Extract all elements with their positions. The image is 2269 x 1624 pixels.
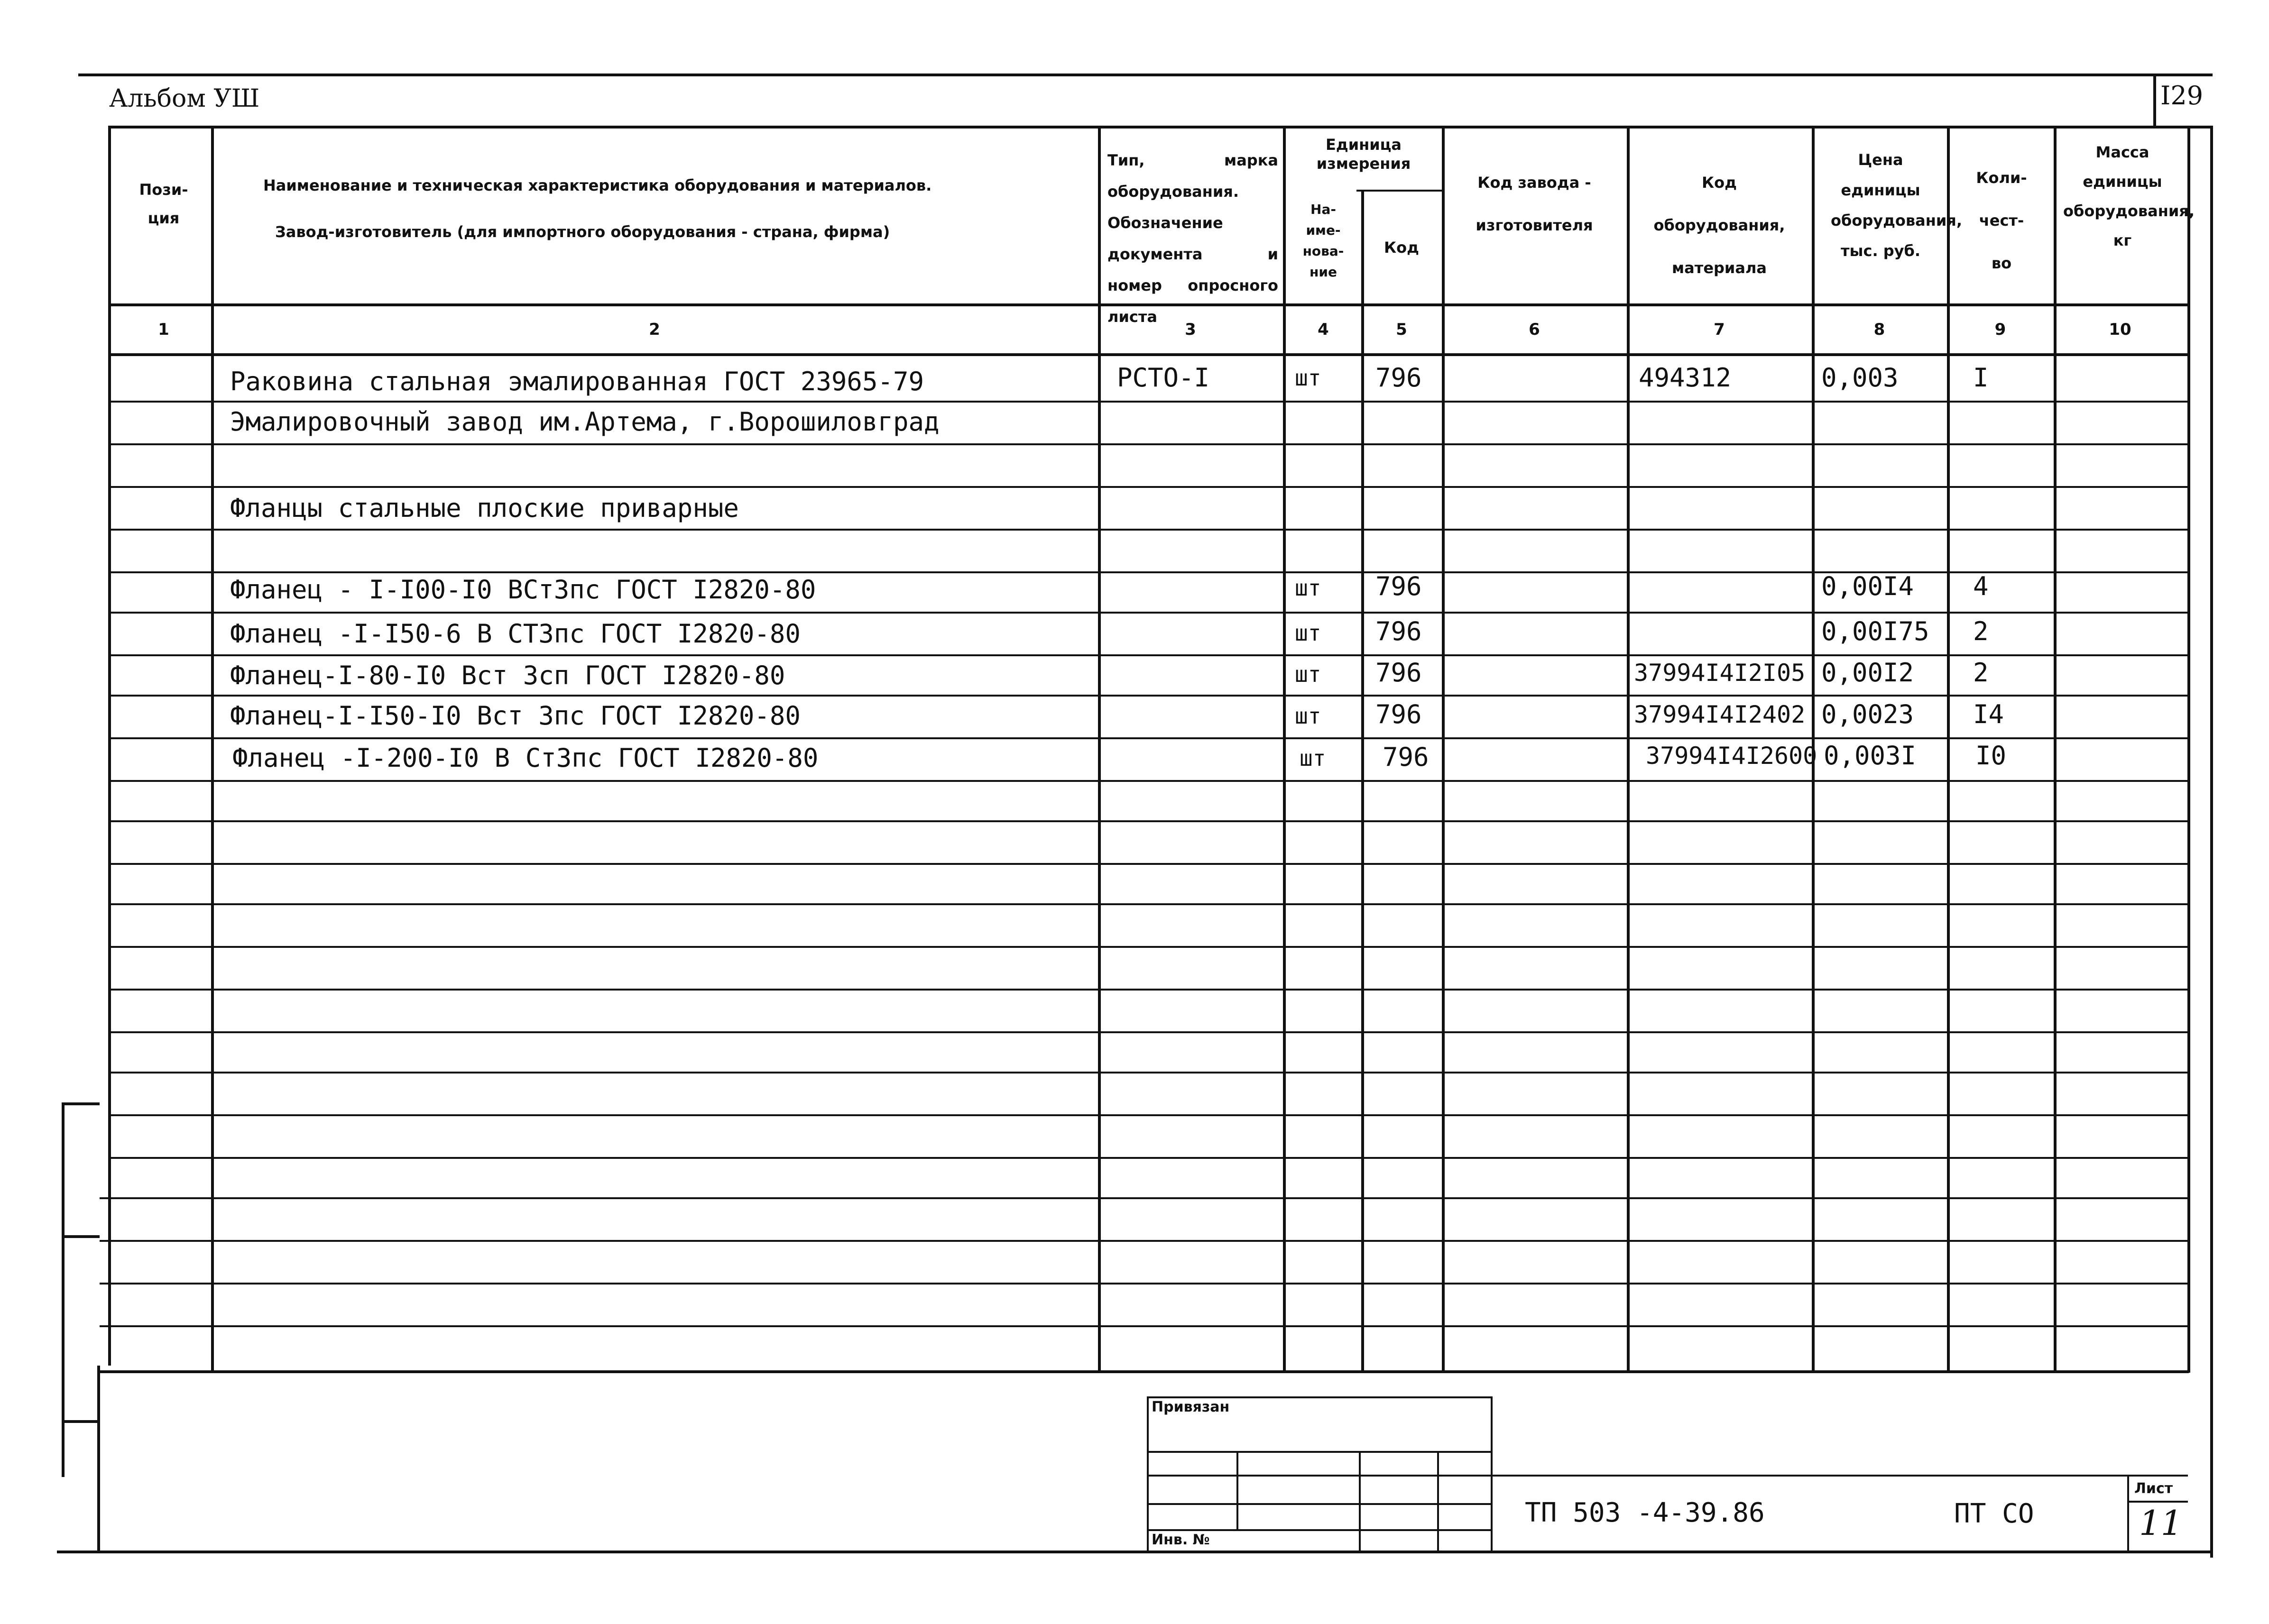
col-number-10: 10 bbox=[2109, 320, 2131, 339]
row-price: 0,0023 bbox=[1821, 699, 1914, 729]
row-unit-code: 796 bbox=[1375, 571, 1422, 601]
col-header-name-line2: Завод-изготовитель (для импортного оборудования - страна, фирма) bbox=[275, 223, 890, 241]
row-unit: шт bbox=[1295, 661, 1321, 687]
row-qty: 2 bbox=[1973, 658, 1989, 688]
col-number-9: 9 bbox=[1994, 320, 2006, 339]
row-unit: шт bbox=[1300, 745, 1326, 771]
col-number-7: 7 bbox=[1714, 320, 1725, 339]
row-name: Фланцы стальные плоские приварные bbox=[230, 493, 739, 523]
row-unit-code: 796 bbox=[1383, 742, 1429, 772]
row-name: Фланец-I-I50-I0 Вст 3пс ГОСТ I2820-80 bbox=[230, 701, 801, 731]
stamp-inventory-label: Инв. № bbox=[1152, 1532, 1210, 1548]
col-header-plant-code: Код завода - изготовителя bbox=[1476, 174, 1593, 234]
col-header-price: Цена единицы оборудования, тыс. руб. bbox=[1831, 151, 1962, 260]
row-name: Фланец-I-80-I0 Вст 3сп ГОСТ I2820-80 bbox=[230, 661, 785, 690]
col-number-4: 4 bbox=[1318, 320, 1329, 339]
col-number-1: 1 bbox=[158, 320, 169, 339]
row-unit: шт bbox=[1295, 575, 1321, 601]
sheet-label: Лист bbox=[2134, 1480, 2173, 1497]
row-price: 0,00I4 bbox=[1821, 571, 1914, 601]
col-header-position: Пози- ция bbox=[139, 181, 188, 227]
row-equip-code: 37994I4I2I05 bbox=[1634, 659, 1806, 687]
row-unit-code: 796 bbox=[1375, 363, 1422, 393]
page-number: I29 bbox=[2160, 81, 2204, 110]
row-price: 0,00I2 bbox=[1821, 658, 1914, 688]
col-header-unit-group: Единица измерения bbox=[1316, 136, 1411, 173]
row-unit-code: 796 bbox=[1375, 616, 1422, 646]
row-qty: 2 bbox=[1973, 616, 1989, 646]
stamp-attached-label: Привязан bbox=[1152, 1399, 1230, 1415]
col-number-6: 6 bbox=[1529, 320, 1540, 339]
col-number-3: 3 bbox=[1185, 320, 1196, 339]
row-qty: I bbox=[1973, 363, 1989, 393]
row-name: Фланец - I-I00-I0 ВСт3пс ГОСТ I2820-80 bbox=[230, 575, 816, 605]
row-price: 0,003I bbox=[1824, 741, 1917, 771]
row-qty: I4 bbox=[1973, 699, 2004, 729]
row-name: Фланец -I-I50-6 В СТ3пс ГОСТ I2820-80 bbox=[230, 619, 801, 649]
col-number-5: 5 bbox=[1396, 320, 1407, 339]
col-number-2: 2 bbox=[649, 320, 660, 339]
document-section: ПТ СО bbox=[1954, 1498, 2034, 1529]
col-header-mass: Масса единицы оборудования, кг bbox=[2063, 143, 2195, 249]
row-equip-code: 494312 bbox=[1639, 363, 1732, 393]
row-qty: I0 bbox=[1975, 741, 2007, 771]
col-header-unit-code: Код bbox=[1384, 239, 1419, 257]
row-qty: 4 bbox=[1973, 571, 1989, 601]
col-header-type: Тип, марка оборудования. Обозначение документа и номер опросного листа bbox=[1107, 151, 1278, 326]
row-equip-code: 37994I4I2600 bbox=[1646, 742, 1817, 770]
col-header-equip-code: Код оборудования, материала bbox=[1653, 174, 1785, 277]
row-unit: шт bbox=[1295, 365, 1321, 391]
row-unit: шт bbox=[1295, 620, 1321, 646]
row-type: РСТО-I bbox=[1117, 363, 1210, 393]
row-equip-code: 37994I4I2402 bbox=[1634, 701, 1806, 728]
row-unit: шт bbox=[1295, 703, 1321, 729]
album-label: Альбом УШ bbox=[109, 84, 260, 113]
col-header-unit-name: На- име- нова- ние bbox=[1302, 202, 1344, 280]
document-code: ТП 503 -4-39.86 bbox=[1525, 1497, 1765, 1528]
row-price: 0,00I75 bbox=[1821, 616, 1929, 646]
col-number-8: 8 bbox=[1873, 320, 1885, 339]
row-name: Фланец -I-200-I0 В Ст3пс ГОСТ I2820-80 bbox=[232, 743, 819, 773]
row-price: 0,003 bbox=[1821, 363, 1899, 393]
col-header-qty: Коли- чест- во bbox=[1976, 169, 2027, 272]
col-header-name-line1: Наименование и техническая характеристика оборудования и материалов. bbox=[263, 176, 932, 194]
row-name: Эмалировочный завод им.Артема, г.Ворошиловград bbox=[230, 407, 940, 437]
row-name: Раковина стальная эмалированная ГОСТ 23965-79 bbox=[230, 367, 924, 396]
sheet-number: 11 bbox=[2139, 1503, 2183, 1543]
row-unit-code: 796 bbox=[1375, 658, 1422, 688]
row-unit-code: 796 bbox=[1375, 699, 1422, 729]
